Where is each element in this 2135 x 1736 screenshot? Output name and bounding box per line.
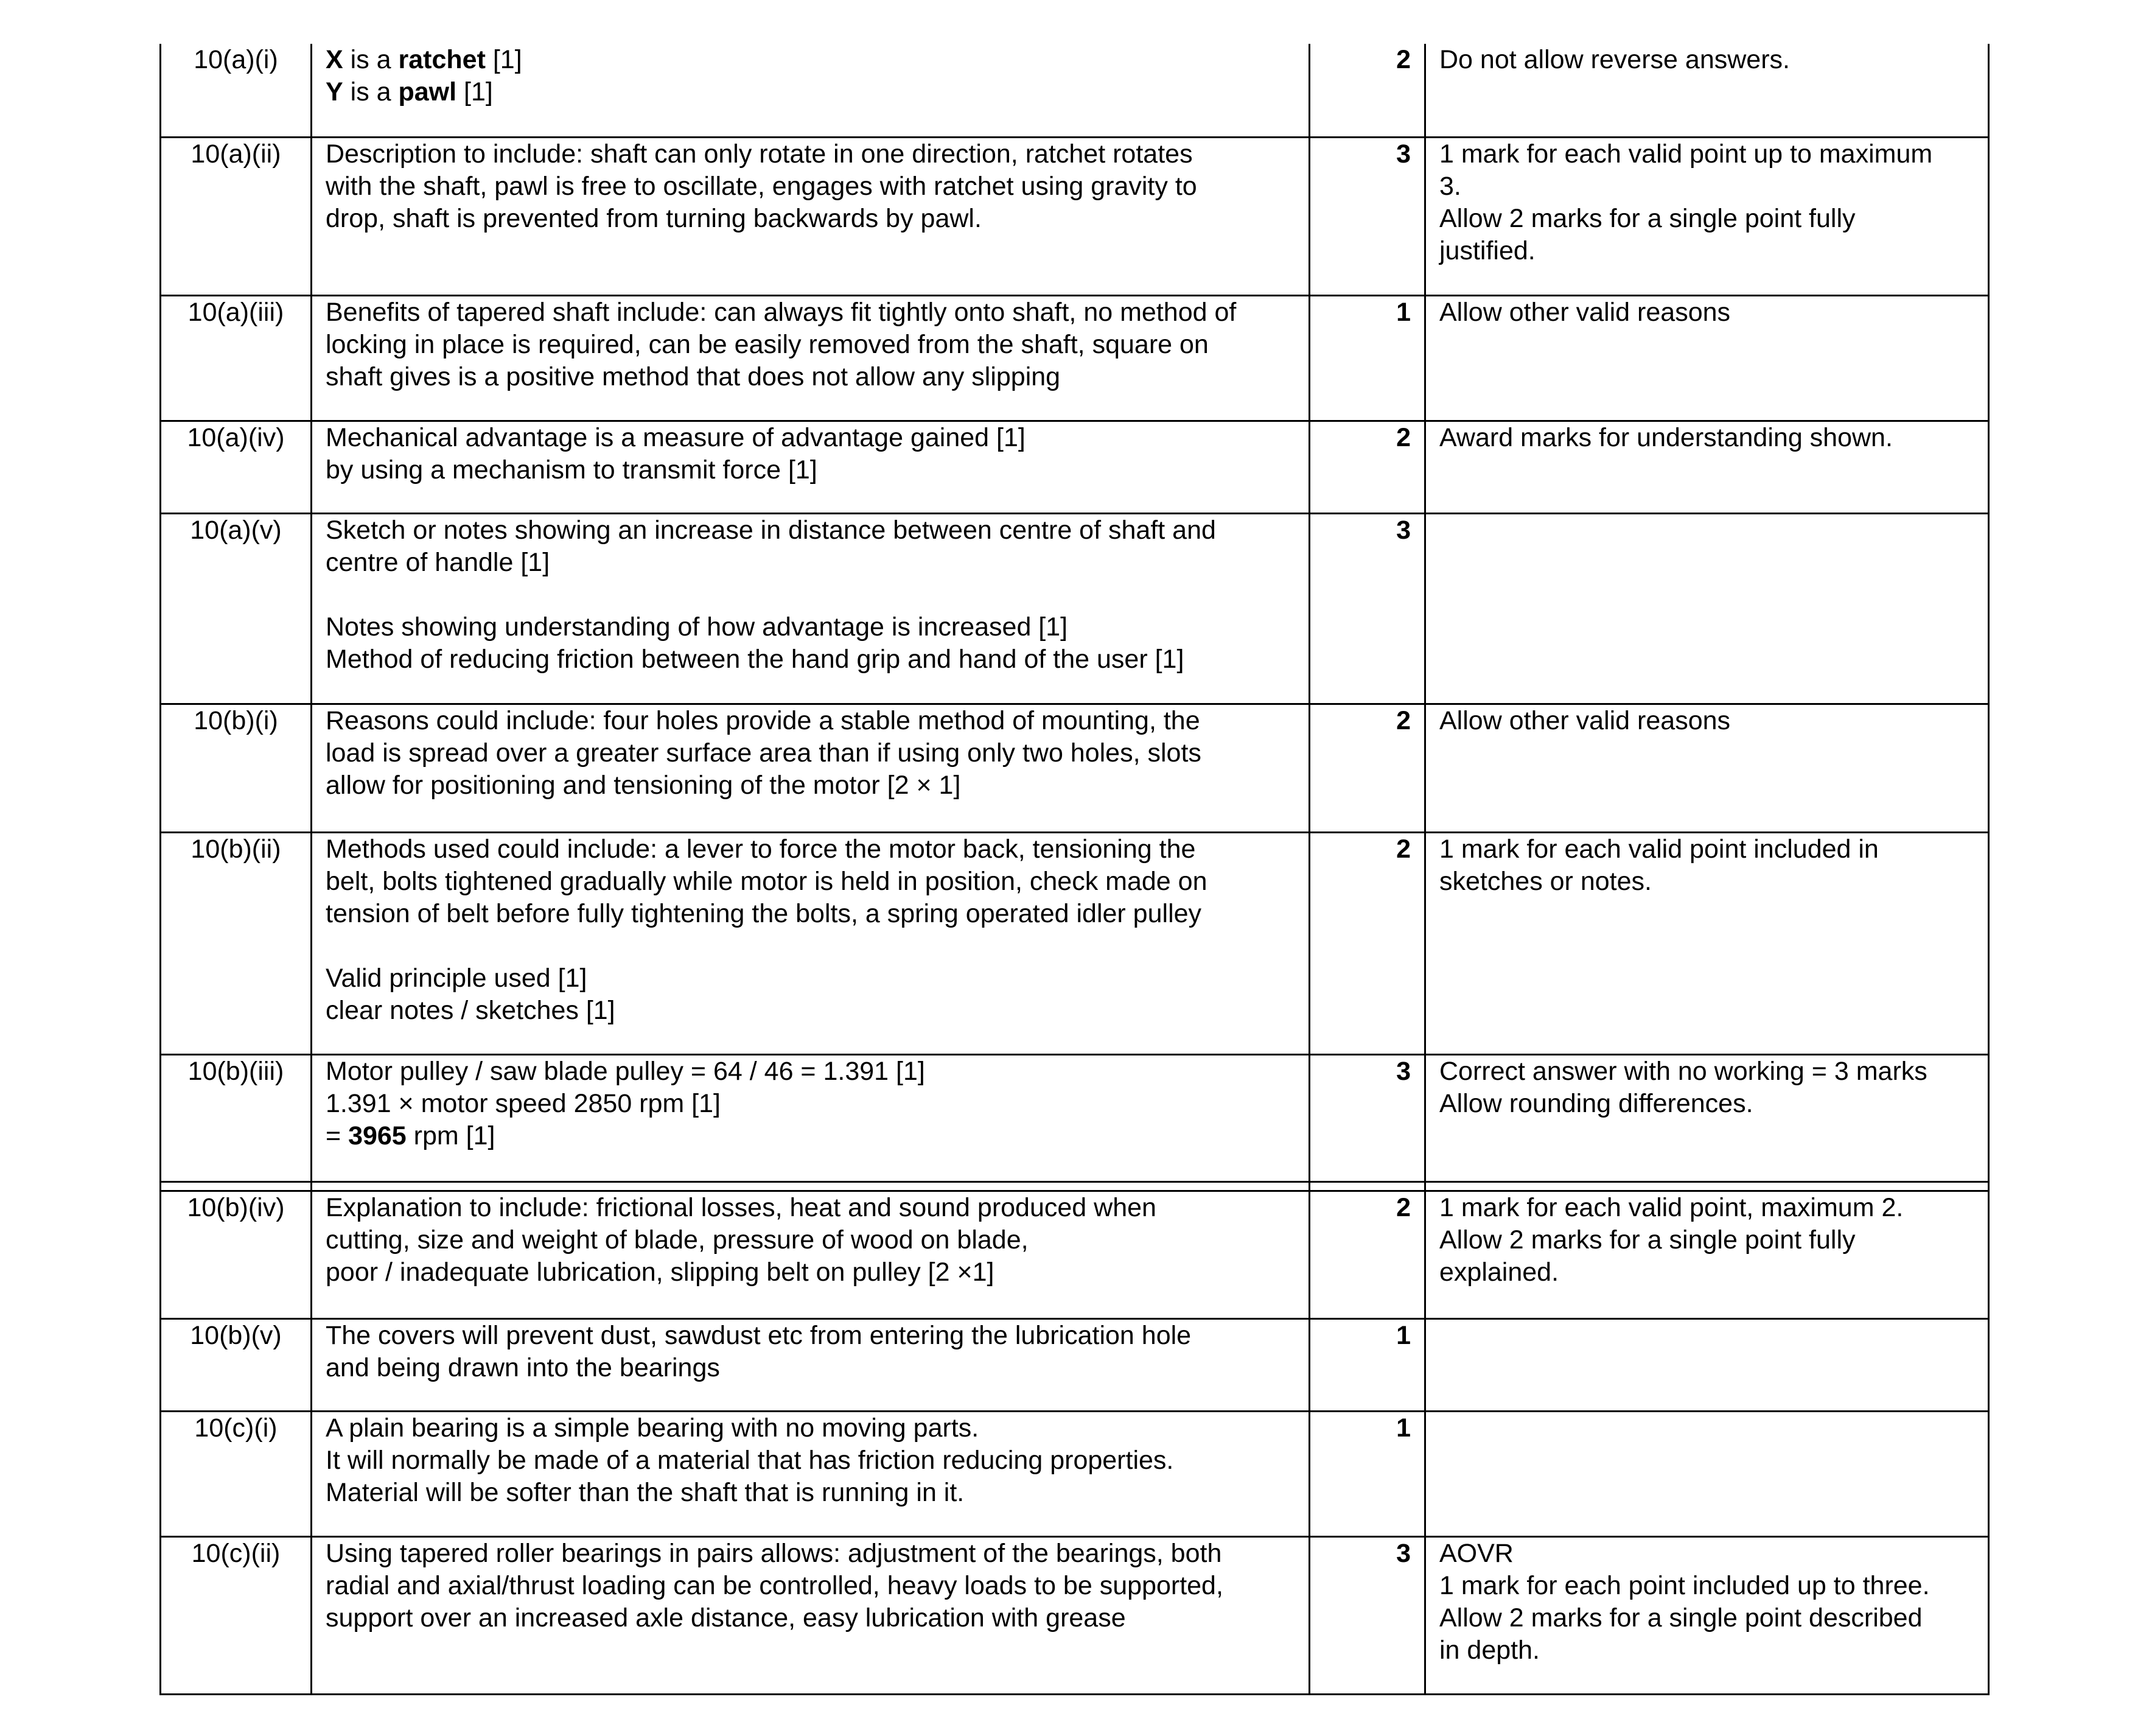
text-line: It will normally be made of a material that has friction reducing properties. xyxy=(326,1445,1174,1475)
text-line: 1 mark for each valid point, maximum 2. xyxy=(1439,1192,1904,1222)
answer-cell xyxy=(312,704,1310,832)
text-line: by using a mechanism to transmit force [1] xyxy=(326,455,817,485)
text-line: Allow 2 marks for a single point described xyxy=(1439,1603,1923,1633)
text-line: 3. xyxy=(1439,171,1461,201)
text-line: 1 mark for each valid point up to maximum xyxy=(1439,139,1933,169)
marks: 1 xyxy=(1310,1318,1425,1411)
table-row xyxy=(161,1318,1989,1411)
marks: 3 xyxy=(1310,1054,1425,1181)
mark-scheme xyxy=(159,44,1988,1695)
text-line: A plain bearing is a simple bearing with no moving parts. xyxy=(326,1413,979,1443)
separator-cell xyxy=(161,1181,312,1191)
marks: 2 xyxy=(1310,704,1425,832)
marks: 2 xyxy=(1310,1191,1425,1318)
guidance-cell xyxy=(1425,704,1989,832)
bold-term: Y xyxy=(326,77,343,107)
answer-cell xyxy=(312,44,1310,137)
text-line: clear notes / sketches [1] xyxy=(326,995,615,1025)
table-row xyxy=(161,1191,1989,1318)
question-number: 10(c)(ii) xyxy=(161,1536,312,1694)
guidance-cell xyxy=(1425,421,1989,513)
question-number: 10(b)(iv) xyxy=(161,1191,312,1318)
separator-cell xyxy=(1310,1181,1425,1191)
table-row xyxy=(161,1054,1989,1181)
text-segment: = xyxy=(326,1121,349,1150)
text-line: Using tapered roller bearings in pairs allows: adjustment of the bearings, both xyxy=(326,1538,1222,1568)
text-line: Sketch or notes showing an increase in distance between centre of shaft and xyxy=(326,515,1216,545)
answer-cell xyxy=(312,1411,1310,1536)
text-line: Description to include: shaft can only rotate in one direction, ratchet rotates xyxy=(326,139,1193,169)
guidance-cell xyxy=(1425,1536,1989,1694)
text-line: load is spread over a greater surface area than if using only two holes, slots xyxy=(326,738,1201,768)
text-line xyxy=(326,1120,1295,1152)
text-line: Do not allow reverse answers. xyxy=(1439,45,1790,74)
text-segment: is a xyxy=(343,45,399,74)
answer-cell xyxy=(312,1536,1310,1694)
bold-term: pawl xyxy=(398,77,457,107)
text-line: centre of handle [1] xyxy=(326,547,550,577)
table-row xyxy=(161,832,1989,1054)
guidance-cell xyxy=(1425,513,1989,704)
table-row xyxy=(161,1411,1989,1536)
table-row xyxy=(161,137,1989,295)
text-line: drop, shaft is prevented from turning backwards by pawl. xyxy=(326,203,982,233)
text-line: Methods used could include: a lever to force the motor back, tensioning the xyxy=(326,834,1196,864)
text-line: Valid principle used [1] xyxy=(326,963,587,993)
text-line: cutting, size and weight of blade, pressure of wood on blade, xyxy=(326,1225,1029,1255)
guidance-cell xyxy=(1425,295,1989,421)
mark-scheme-rows xyxy=(161,44,1989,1694)
question-number: 10(c)(i) xyxy=(161,1411,312,1536)
marks: 2 xyxy=(1310,832,1425,1054)
table-row xyxy=(161,421,1989,513)
question-number: 10(b)(ii) xyxy=(161,832,312,1054)
text-line: AOVR xyxy=(1439,1538,1514,1568)
text-line: with the shaft, pawl is free to oscillate, engages with ratchet using gravity to xyxy=(326,171,1197,201)
text-line xyxy=(326,44,1295,76)
text-line: Mechanical advantage is a measure of advantage gained [1] xyxy=(326,422,1026,452)
text-line: sketches or notes. xyxy=(1439,866,1652,896)
text-segment: [1] xyxy=(485,45,522,74)
guidance-cell xyxy=(1425,1318,1989,1411)
question-number: 10(b)(iii) xyxy=(161,1054,312,1181)
row-separator xyxy=(161,1181,1989,1191)
question-number: 10(a)(ii) xyxy=(161,137,312,295)
text-line: in depth. xyxy=(1439,1635,1540,1665)
text-line: 1.391 × motor speed 2850 rpm [1] xyxy=(326,1088,721,1118)
marks: 1 xyxy=(1310,295,1425,421)
text-line: Motor pulley / saw blade pulley = 64 / 46 = 1.391 [1] xyxy=(326,1056,925,1086)
text-segment: rpm [1] xyxy=(406,1121,495,1150)
table-row xyxy=(161,513,1989,704)
text-line: support over an increased axle distance, easy lubrication with grease xyxy=(326,1603,1126,1633)
guidance-cell xyxy=(1425,1191,1989,1318)
answer-cell xyxy=(312,1054,1310,1181)
text-segment: [1] xyxy=(456,77,493,107)
text-line: justified. xyxy=(1439,236,1536,265)
answer-cell xyxy=(312,513,1310,704)
text-line: Material will be softer than the shaft that is running in it. xyxy=(326,1477,965,1507)
table-row xyxy=(161,295,1989,421)
text-line: Benefits of tapered shaft include: can always fit tightly onto shaft, no method of xyxy=(326,297,1237,327)
marks: 1 xyxy=(1310,1411,1425,1536)
text-line xyxy=(326,76,1295,108)
marks: 2 xyxy=(1310,421,1425,513)
text-line: explained. xyxy=(1439,1257,1559,1287)
text-line: and being drawn into the bearings xyxy=(326,1353,720,1382)
guidance-cell xyxy=(1425,1054,1989,1181)
table-row xyxy=(161,44,1989,137)
answer-cell xyxy=(312,421,1310,513)
question-number: 10(a)(v) xyxy=(161,513,312,704)
text-line: Allow rounding differences. xyxy=(1439,1088,1753,1118)
question-number: 10(a)(i) xyxy=(161,44,312,137)
text-line: locking in place is required, can be easily removed from the shaft, square on xyxy=(326,329,1209,359)
answer-cell xyxy=(312,295,1310,421)
text-line: Correct answer with no working = 3 marks xyxy=(1439,1056,1927,1086)
text-line: Award marks for understanding shown. xyxy=(1439,422,1893,452)
text-line: shaft gives is a positive method that does not allow any slipping xyxy=(326,362,1061,391)
question-number: 10(a)(iii) xyxy=(161,295,312,421)
text-line: allow for positioning and tensioning of the motor [2 × 1] xyxy=(326,770,961,800)
answer-cell xyxy=(312,832,1310,1054)
guidance-cell xyxy=(1425,44,1989,137)
table-row xyxy=(161,1536,1989,1694)
text-line: poor / inadequate lubrication, slipping belt on pulley [2 ×1] xyxy=(326,1257,994,1287)
text-line: Explanation to include: frictional losses, heat and sound produced when xyxy=(326,1192,1156,1222)
answer-cell xyxy=(312,1191,1310,1318)
question-number: 10(a)(iv) xyxy=(161,421,312,513)
text-line: Reasons could include: four holes provide a stable method of mounting, the xyxy=(326,705,1200,735)
marks: 2 xyxy=(1310,44,1425,137)
guidance-cell xyxy=(1425,1411,1989,1536)
marks: 3 xyxy=(1310,137,1425,295)
answer-cell xyxy=(312,1318,1310,1411)
marks: 3 xyxy=(1310,513,1425,704)
text-line: The covers will prevent dust, sawdust etc from entering the lubrication hole xyxy=(326,1320,1192,1350)
question-number: 10(b)(v) xyxy=(161,1318,312,1411)
table-row xyxy=(161,704,1989,832)
bold-term: 3965 xyxy=(348,1121,407,1150)
text-line: radial and axial/thrust loading can be controlled, heavy loads to be supported, xyxy=(326,1570,1223,1600)
text-line: Allow other valid reasons xyxy=(1439,705,1731,735)
separator-cell xyxy=(1425,1181,1989,1191)
text-line: tension of belt before fully tightening the bolts, a spring operated idler pulley xyxy=(326,898,1202,928)
text-line: Allow 2 marks for a single point fully xyxy=(1439,203,1856,233)
text-line: 1 mark for each point included up to three. xyxy=(1439,1570,1930,1600)
bold-term: ratchet xyxy=(398,45,486,74)
text-line: Method of reducing friction between the hand grip and hand of the user [1] xyxy=(326,644,1184,674)
text-segment: is a xyxy=(343,77,399,107)
separator-cell xyxy=(312,1181,1310,1191)
guidance-cell xyxy=(1425,137,1989,295)
bold-term: X xyxy=(326,45,343,74)
text-line: belt, bolts tightened gradually while motor is held in position, check made on xyxy=(326,866,1207,896)
guidance-cell xyxy=(1425,832,1989,1054)
marks: 3 xyxy=(1310,1536,1425,1694)
text-line: Allow other valid reasons xyxy=(1439,297,1731,327)
text-line: Allow 2 marks for a single point fully xyxy=(1439,1225,1856,1255)
mark-scheme-table xyxy=(159,44,1990,1695)
text-line: Notes showing understanding of how advantage is increased [1] xyxy=(326,612,1068,642)
text-line: 1 mark for each valid point included in xyxy=(1439,834,1879,864)
question-number: 10(b)(i) xyxy=(161,704,312,832)
answer-cell xyxy=(312,137,1310,295)
